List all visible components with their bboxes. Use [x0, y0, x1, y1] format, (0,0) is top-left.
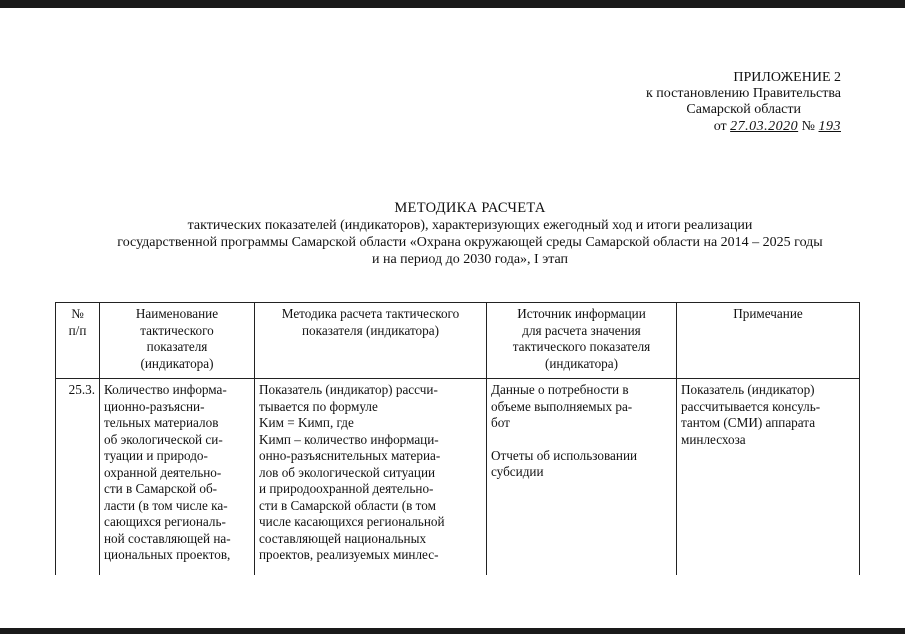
- cell-method: Показатель (индикатор) рассчи- тывается по формуле Kим = Kимп, где Kимп – количество информаци- онно-разъяснительных материа- лов об экологической ситуации и природоохранной деятельно- сти в Самарской области (в том числе касающихся региональной составляющей национальных проектов, реализуемых минлес-: [255, 379, 487, 576]
- number-prefix: №: [801, 119, 815, 134]
- date-prefix: от: [713, 119, 727, 134]
- table-row: [56, 379, 860, 576]
- cell-num: 25.3.: [56, 379, 100, 576]
- appendix-date-row: [581, 119, 841, 135]
- cell-name: Количество информа- ционно-разъясни- тельных материалов об экологической си- туации и природо- охранной деятельно- сти в Самарской об- ласти (в том числе ка- сающихся региональ- ной составляющей на- циональных проектов,: [100, 379, 255, 576]
- document-heading: [40, 200, 900, 268]
- header-note: Примечание: [677, 303, 860, 379]
- appendix-line: Самарской области: [686, 102, 801, 117]
- table-header-row: [56, 303, 860, 379]
- scan-border-top: [0, 0, 905, 8]
- header-name: Наименование тактического показателя (индикатора): [100, 303, 255, 379]
- cell-note: Показатель (индикатор) рассчитывается консуль- тантом (СМИ) аппарата минлесхоза: [677, 379, 860, 576]
- appendix-line: к постановлению Правительства: [645, 86, 841, 101]
- heading-line: и на период до 2030 года», I этап: [371, 252, 569, 267]
- number-value: 193: [818, 119, 841, 134]
- header-num: № п/п: [56, 303, 100, 379]
- appendix-title: ПРИЛОЖЕНИЕ 2: [733, 70, 841, 85]
- methodology-table: [55, 302, 860, 575]
- appendix-block: [581, 70, 841, 135]
- header-source: Источник информации для расчета значения тактического показателя (индикатора): [487, 303, 677, 379]
- header-method: Методика расчета тактического показателя (индикатора): [255, 303, 487, 379]
- document-title: МЕТОДИКА РАСЧЕТА: [394, 200, 546, 216]
- heading-line: тактических показателей (индикаторов), характеризующих ежегодный ход и итоги реализации: [187, 218, 753, 233]
- cell-source: Данные о потребности в объеме выполняемых ра- бот Отчеты об использовании субсидии: [487, 379, 677, 576]
- heading-line: государственной программы Самарской области «Охрана окружающей среды Самарской области на 2014 – 2025 годы: [117, 235, 823, 250]
- scan-border-bottom: [0, 628, 905, 634]
- date-value: 27.03.2020: [730, 119, 799, 134]
